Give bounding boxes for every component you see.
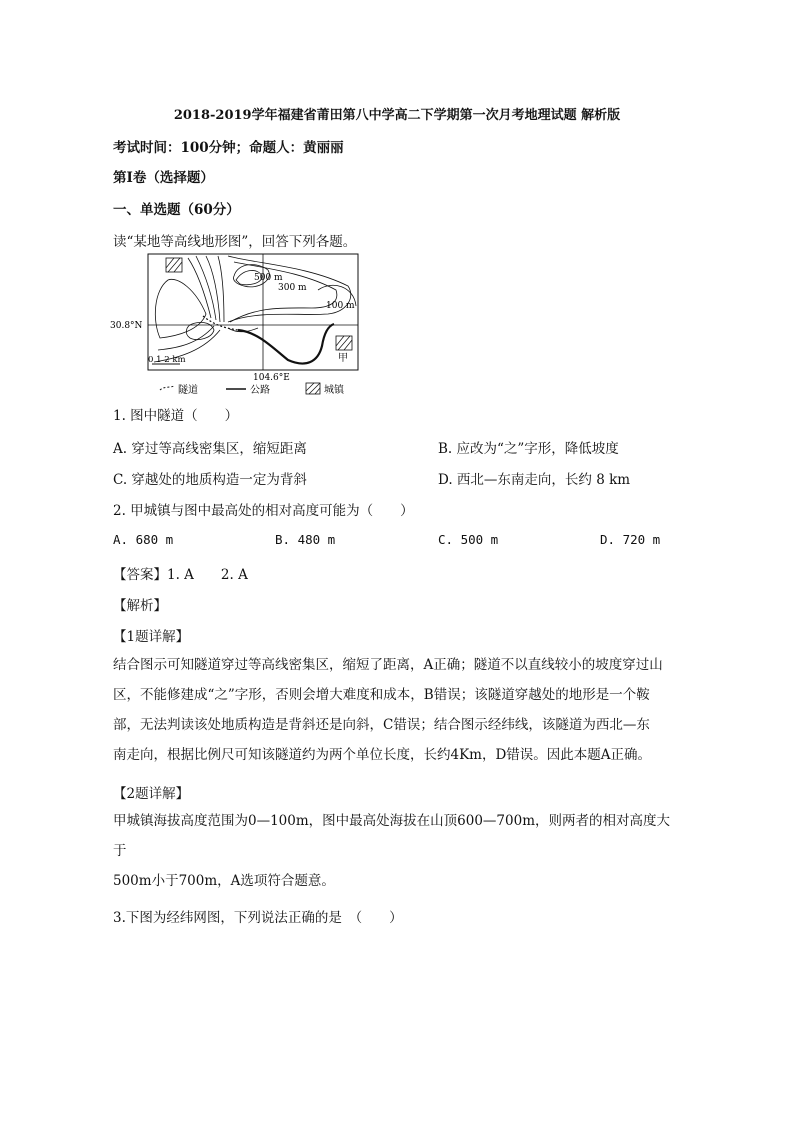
q2-option-d: D. 720 m	[600, 532, 661, 547]
q2-stem: 2. 甲城镇与图中最高处的相对高度可能为（ ）	[113, 503, 414, 519]
legend-tunnel-label: 隧道	[178, 385, 198, 396]
tunnel-path	[203, 316, 238, 330]
detail-2-body	[113, 806, 683, 896]
legend-town-icon	[306, 383, 320, 394]
detail-2-line-1: 甲城镇海拔高度范围为0—100m，图中最高处海拔在山顶600—700m，则两者的相对高度大于	[113, 813, 670, 859]
legend-town-label: 城镇	[324, 385, 344, 396]
q1-stem: 1. 图中隧道（ ）	[113, 408, 239, 424]
legend-road-label: 公路	[250, 385, 270, 396]
detail-1-line-4: 南走向，根据比例尺可知该隧道约为两个单位长度，长约4Km，D错误。因此本题A正确。	[113, 747, 652, 763]
legend-tunnel-icon	[160, 386, 174, 390]
q3-stem: 3.下图为经纬网图，下列说法正确的是 （ ）	[113, 910, 403, 926]
exam-info: 考试时间：100分钟；命题人：黄丽丽	[113, 140, 344, 156]
detail-1-heading: 【1题详解】	[113, 629, 190, 645]
q2-option-c: C. 500 m	[438, 532, 499, 547]
detail-1-line-1: 结合图示可知隧道穿过等高线密集区，缩短了距离，A正确；隧道不以直线较小的坡度穿过山	[113, 657, 663, 673]
town-hatch-topleft	[166, 258, 182, 272]
q2-option-b: B. 480 m	[275, 532, 336, 547]
contour-label-500: 500 m	[254, 273, 283, 283]
question-intro: 读“某地等高线地形图”，回答下列各题。	[113, 234, 357, 250]
q1-option-d: D. 西北—东南走向，长约 8 km	[438, 472, 631, 488]
longitude-label: 104.6°E	[253, 373, 290, 383]
q1-option-b: B. 应改为“之”字形，降低坡度	[438, 441, 619, 457]
detail-1-line-3: 部，无法判读该处地质构造是背斜还是向斜，C错误；结合图示经纬线，该隧道为西北—东	[113, 717, 650, 733]
town-label: 甲	[338, 353, 348, 364]
q1-option-a: A. 穿过等高线密集区，缩短距离	[113, 441, 307, 457]
q1-option-c: C. 穿越处的地质构造一定为背斜	[113, 472, 307, 488]
document-title: 2018-2019学年福建省莆田第八中学高二下学期第一次月考地理试题 解析版	[173, 108, 621, 123]
detail-1-body	[113, 650, 683, 770]
part-heading: 第I卷（选择题）	[113, 170, 214, 186]
latitude-label: 30.8°N	[110, 321, 143, 331]
detail-2-heading: 【2题详解】	[113, 786, 190, 802]
contour-label-300: 300 m	[278, 283, 307, 293]
q2-option-a: A. 680 m	[113, 532, 174, 547]
analysis-heading: 【解析】	[113, 598, 167, 614]
detail-2-line-2: 500m小于700m，A选项符合题意。	[113, 873, 335, 889]
section-heading: 一、单选题（60分）	[113, 202, 240, 218]
detail-1-line-2: 区，不能修建成“之”字形，否则会增大难度和成本，B错误；该隧道穿越处的地形是一个鞍	[113, 687, 650, 703]
town-hatch-jia	[336, 336, 352, 350]
contour-label-100: 100 m	[326, 301, 355, 311]
contour-map-figure	[108, 250, 373, 398]
answer-line: 【答案】1. A 2. A	[113, 567, 248, 583]
scale-label: 0 1 2 km	[148, 355, 186, 365]
